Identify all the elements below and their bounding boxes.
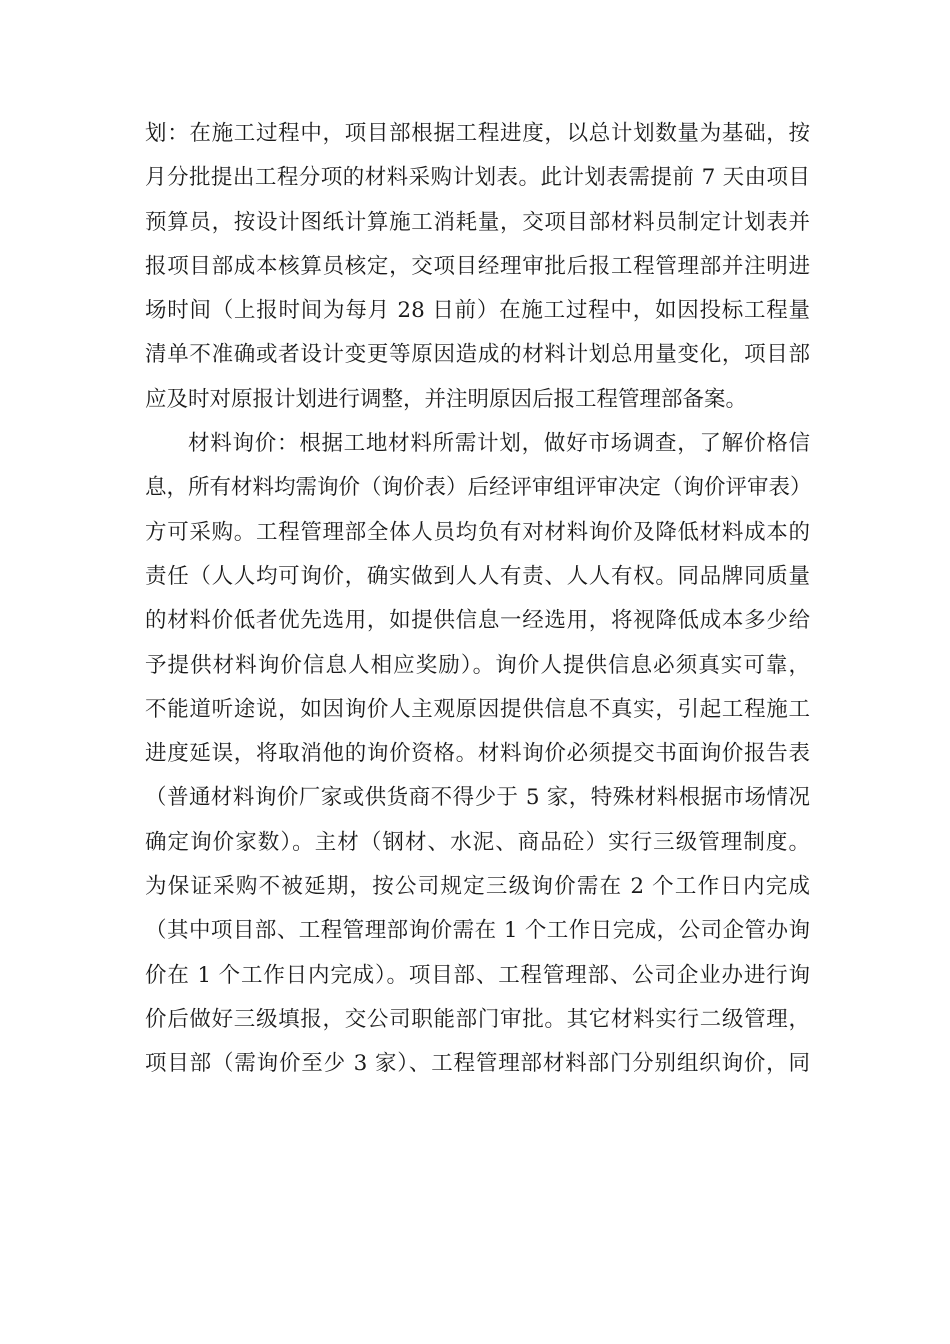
text-line: 材料询价：根据工地材料所需计划，做好市场调查，了解价格信: [188, 431, 810, 457]
text-line: 息，所有材料均需询价（询价表）后经评审组评审决定（询价评审表）: [145, 475, 812, 501]
paragraph-material-plan: [145, 112, 810, 422]
text-line: 应及时对原报计划进行调整，并注明原因后报工程管理部备案。: [145, 386, 748, 412]
text-line: 予提供材料询价信息人相应奖励）。询价人提供信息必须真实可靠，: [145, 652, 810, 678]
text-line: 确定询价家数）。主材（钢材、水泥、商品砼）实行三级管理制度。: [145, 829, 810, 855]
text-line: 不能道听途说，如因询价人主观原因提供信息不真实，引起工程施工: [145, 696, 810, 722]
document-body: [145, 112, 810, 1087]
text-line: 价在 1 个工作日内完成）。项目部、工程管理部、公司企业办进行询: [145, 962, 810, 988]
text-line: 清单不准确或者设计变更等原因造成的材料计划总用量变化，项目部: [145, 342, 810, 368]
text-line: 为保证采购不被延期，按公司规定三级询价需在 2 个工作日内完成: [145, 874, 810, 900]
text-line: （其中项目部、工程管理部询价需在 1 个工作日完成，公司企管办询: [145, 918, 810, 944]
text-line: 方可采购。工程管理部全体人员均负有对材料询价及降低材料成本的: [145, 519, 810, 545]
text-line: 报项目部成本核算员核定，交项目经理审批后报工程管理部并注明进: [145, 253, 810, 279]
text-line: 预算员，按设计图纸计算施工消耗量，交项目部材料员制定计划表并: [145, 209, 810, 235]
text-line: 的材料价低者优先选用，如提供信息一经选用，将视降低成本多少给: [145, 608, 810, 634]
text-line: 月分批提出工程分项的材料采购计划表。此计划表需提前 7 天由项目: [145, 165, 810, 191]
text-line: 划：在施工过程中，项目部根据工程进度，以总计划数量为基础，按: [145, 121, 810, 146]
text-line: 责任（人人均可询价，确实做到人人有责、人人有权。同品牌同质量: [145, 563, 810, 589]
text-line: 场时间（上报时间为每月 28 日前）在施工过程中，如因投标工程量: [145, 298, 810, 324]
text-line: 价后做好三级填报，交公司职能部门审批。其它材料实行二级管理，: [145, 1006, 810, 1032]
text-line: 进度延误，将取消他的询价资格。材料询价必须提交书面询价报告表: [145, 741, 810, 767]
paragraph-material-inquiry: [145, 422, 810, 1086]
text-line: （普通材料询价厂家或供货商不得少于 5 家，特殊材料根据市场情况: [145, 785, 810, 811]
text-line: 项目部（需询价至少 3 家）、工程管理部材料部门分别组织询价，同: [145, 1051, 810, 1077]
